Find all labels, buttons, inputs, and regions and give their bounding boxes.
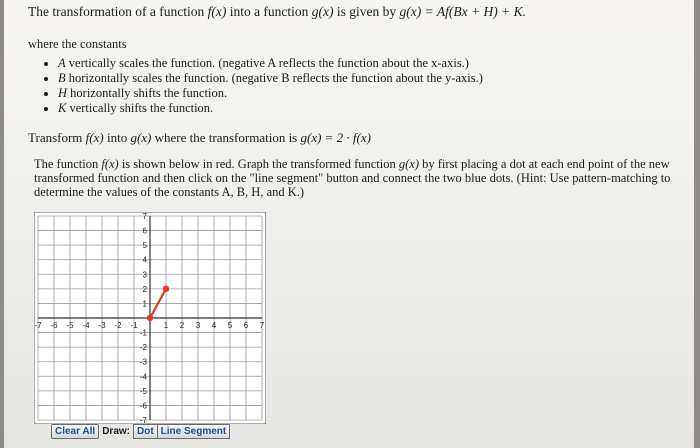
intro-text: is given by <box>333 4 400 19</box>
x-tick-label: 3 <box>195 321 201 330</box>
x-tick-label: 4 <box>211 321 217 330</box>
draw-label: Draw: <box>102 426 130 437</box>
constants-list <box>36 56 483 116</box>
bullet-k: • K vertically shifts the function. <box>58 101 483 116</box>
x-tick-label: -4 <box>82 321 90 330</box>
y-tick-label: -5 <box>139 386 147 396</box>
intro-line <box>28 4 526 20</box>
red-endpoint <box>163 286 169 292</box>
y-tick-label: 7 <box>142 212 147 221</box>
constants-label: where the constants <box>28 37 127 51</box>
x-tick-label: -6 <box>50 321 58 330</box>
bullet-h: • H horizontally shifts the function. <box>58 86 483 101</box>
x-tick-label: 6 <box>243 321 249 330</box>
general-formula: g(x) = Af(Bx + H) + K. <box>399 4 526 19</box>
graph-area[interactable] <box>34 212 266 429</box>
coordinate-grid[interactable] <box>34 212 266 424</box>
y-tick-label: -7 <box>139 416 147 424</box>
intro-text: into a function <box>226 4 312 19</box>
x-tick-label: 5 <box>227 321 233 330</box>
y-tick-label: -4 <box>139 372 147 382</box>
y-tick-label: 1 <box>142 299 147 309</box>
draw-toolbar <box>51 424 230 439</box>
x-tick-label: -5 <box>66 321 74 330</box>
x-tick-label: -2 <box>114 321 122 330</box>
y-tick-label: -6 <box>139 401 147 411</box>
y-tick-label: 3 <box>142 270 147 280</box>
intro-text: The transformation of a function <box>28 4 208 19</box>
red-endpoint <box>147 315 153 321</box>
task-line: Transform f(x) into g(x) where the transformation is g(x) = 2 · f(x) <box>28 130 371 145</box>
y-tick-label: 2 <box>142 284 147 294</box>
draw-mode-group <box>133 424 230 439</box>
fx-math: f(x) <box>207 4 227 19</box>
x-tick-label: -1 <box>130 321 138 330</box>
x-tick-label: -7 <box>34 321 42 330</box>
bullet-a: • A vertically scales the function. (negative A reflects the function about the x-axis.) <box>58 56 483 71</box>
clear-all-button[interactable]: Clear All <box>51 424 99 439</box>
bullet-b: • B horizontally scales the function. (negative B reflects the function about the y-axis.) <box>58 71 483 86</box>
y-tick-label: 5 <box>142 241 147 251</box>
y-tick-label: 4 <box>142 255 147 265</box>
x-tick-label: 2 <box>179 321 185 330</box>
gx-math: g(x) <box>311 4 334 19</box>
y-tick-label: 6 <box>142 226 147 236</box>
y-tick-label: -3 <box>139 357 147 367</box>
line-segment-button[interactable]: Line Segment <box>157 425 230 438</box>
y-tick-label: -2 <box>139 343 147 353</box>
dot-button[interactable]: Dot <box>134 425 157 438</box>
x-tick-label: -3 <box>98 321 106 330</box>
task-formula: g(x) = 2 · f(x) <box>300 130 371 145</box>
y-tick-label: -1 <box>139 328 147 338</box>
problem-page <box>4 0 694 448</box>
x-tick-label: 1 <box>163 321 169 330</box>
instructions: The function f(x) is shown below in red. Graph the transformed function g(x) by first placing a dot at each end point of the new transformed function and then click on the "line segment" button and connect the two blue dots. (Hint: Use pattern-matching to determine the values of the constants A, B, H, and K.) <box>34 157 671 199</box>
x-tick-label: 7 <box>259 321 265 330</box>
